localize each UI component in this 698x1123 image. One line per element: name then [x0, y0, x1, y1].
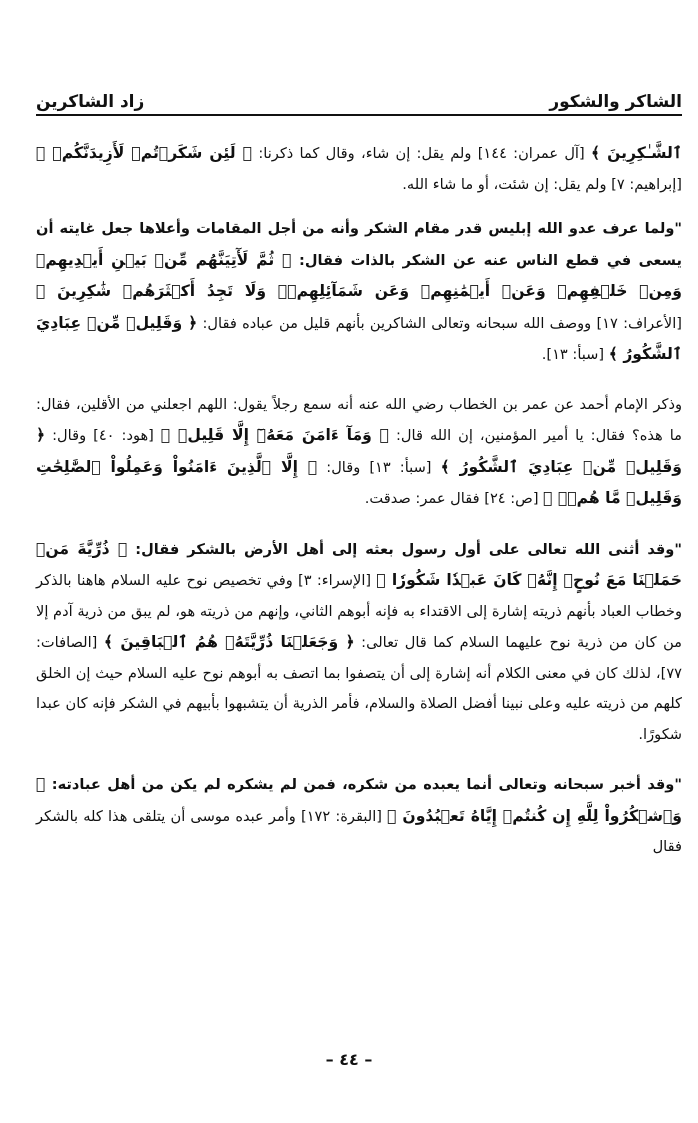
page-number: – ٤٤ – — [325, 1050, 373, 1069]
paragraph — [36, 214, 682, 371]
paragraph — [36, 534, 682, 751]
quran-verse: ﴿ إِلَّا ٱلَّذِينَ ءَامَنُواْ وَعَمِلُواْ ٱلصَّٰلِحَٰتِ وَقَلِيلٞ مَّا هُمۡۗ ﴾ — [36, 457, 682, 507]
paragraph-lead: "وقد أثنى الله تعالى على أول رسول بعثه إلى أهل الأرض بالشكر فقال: — [127, 540, 682, 558]
quran-verse: ﴿ لَئِن شَكَرۡتُمۡ لَأَزِيدَنَّكُمۡ ﴾ — [36, 144, 253, 162]
text-segment: [ص: ٢٤] فقال عمر: صدقت. — [364, 490, 544, 507]
quran-verse: ﴿ وَمَآ ءَامَنَ مَعَهُۥٓ إِلَّا قَلِيلٞ ﴾ — [160, 426, 390, 444]
text-segment: [سبأ: ١٣]. — [541, 346, 609, 363]
quran-verse: ﴿ وَجَعَلۡنَا ذُرِّيَّتَهُۥ هُمُ ٱلۡبَاقِينَ ﴾ — [103, 633, 355, 651]
header-rule — [36, 114, 682, 116]
quran-verse: ٱلشَّـٰكِرِينَ ﴾ — [590, 144, 682, 162]
text-segment: [البقرة: ١٧٢] وأمر عبده موسى أن يتلقى هذا كله بالشكر فقال — [36, 807, 682, 855]
text-segment: [إبراهيم: ٧] ولم يقل: إن شئت، أو ما شاء الله. — [402, 175, 682, 193]
section-title: الشاكر والشكور — [549, 92, 682, 112]
book-title: زاد الشاكرين — [36, 92, 145, 112]
text-segment: [الصافات: ٧٧]، لذلك كان في معنى الكلام أنه إشارة إلى أن يتصفوا بما اتصف به أبوهم نوح عليه السلام حيث إن الخلق كلهم من ذريته عليه وعلى نبينا أفضل الصلاة والسلام، فأمر الذرية أن يتشبهوا بأبيهم في الشكر فإنه كان عبدا شكورًا. — [36, 634, 682, 743]
page-body — [36, 138, 682, 877]
quran-verse: ﴿ ذُرِّيَّةَ مَنۡ حَمَلۡنَا مَعَ نُوحٍۚ إِنَّهُۥ كَانَ عَبۡدٗا شَكُورٗا ﴾ — [36, 539, 682, 589]
paragraph — [36, 769, 682, 863]
text-segment: [آل عمران: ١٤٤] ولم يقل: إن شاء، وقال كما ذكرنا: — [252, 145, 591, 162]
paragraph-lead: "ولما عرف عدو الله إبليس قدر مقام الشكر وأنه من أجل المقامات وأعلاها جعل غايته أن يسعى في قطع الناس عنه عن الشكر بالذات فقال: — [36, 220, 682, 269]
quran-verse: ﴿ ثُمَّ لَأٓتِيَنَّهُم مِّنۢ بَيۡنِ أَيۡدِيهِمۡ وَمِنۡ خَلۡفِهِمۡ وَعَنۡ أَيۡمَٰنِهِمۡ وَعَن شَمَآئِلِهِمۡۖ وَلَا تَجِدُ أَكۡثَرَهُمۡ شَٰكِرِينَ ﴾ — [36, 250, 682, 300]
text-segment: [سبأ: ١٣] وقال: — [317, 458, 441, 476]
quran-verse: ﴿ وَقَلِيلٞ مِّنۡ عِبَادِيَ ٱلشَّكُورُ ﴾ — [36, 313, 682, 363]
running-header — [36, 82, 682, 112]
text-segment: وذكر الإمام أحمد عن عمر بن الخطاب رضي الله عنه أنه سمع رجلاً يقول: اللهم اجعلني من الأقلين، فقال: ما هذه؟ فقال: يا أمير المؤمنين، إن الله قال: — [36, 395, 683, 444]
quran-verse: ﴿ وَقَلِيلٞ مِّنۡ عِبَادِيَ ٱلشَّكُورُ ﴾ — [36, 426, 682, 476]
quran-verse: ﴿ وَٱشۡكُرُواْ لِلَّهِ إِن كُنتُمۡ إِيَّاهُ تَعۡبُدُونَ ﴾ — [36, 775, 682, 825]
paragraph — [36, 138, 682, 200]
text-segment: [الإسراء: ٣] وفي تخصيص نوح عليه السلام هاهنا بالذكر وخطاب العباد بأنهم ذريته إشارة إلى الاقتداء به فإنه أبوهم الثاني، وإنهم من ذريته هو، لم يبق من ذرية آدم إلا من كان من ذرية نوح عليهما السلام كما قال تعالى: — [36, 572, 682, 651]
paragraph — [36, 390, 682, 515]
text-segment: [الأعراف: ١٧] ووصف الله سبحانه وتعالى الشاكرين بأنهم قليل من عباده فقال: — [197, 314, 682, 332]
text-segment: [هود: ٤٠] وقال: — [45, 427, 161, 444]
paragraph-lead: "وقد أخبر سبحانه وتعالى أنما يعبده من شكره، فمن لم يشكره لم يكن من أهل عبادته: — [45, 776, 682, 793]
